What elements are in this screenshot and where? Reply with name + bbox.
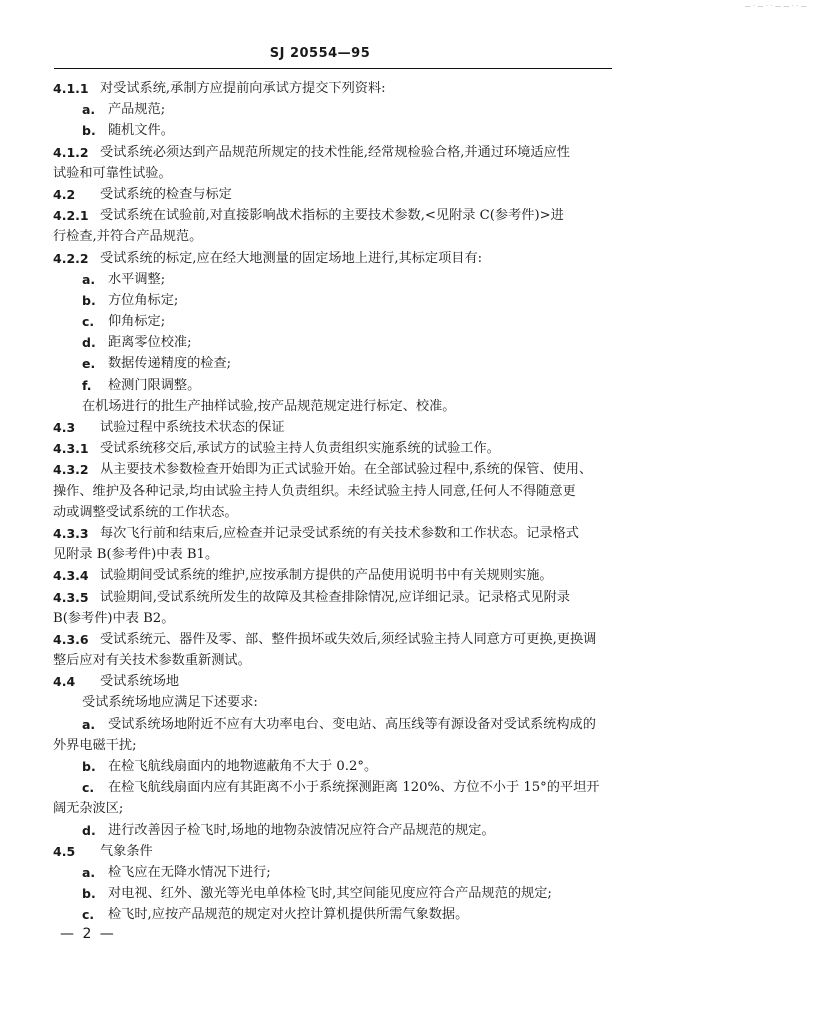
section-number: 4.2 <box>53 186 76 202</box>
line-4-2-2-d <box>0 332 815 353</box>
page-number: — 2 — <box>60 926 116 942</box>
line-4-2-2-b <box>0 290 815 311</box>
list-item-text: 检飞应在无降水情况下进行; <box>108 864 271 880</box>
document-number-header: SJ 20554—95 <box>269 46 371 61</box>
list-item-text: 水平调整; <box>108 271 166 287</box>
continuation-text: 受试系统场地应满足下述要求: <box>82 695 258 711</box>
continuation-text: 外界电磁干扰; <box>53 737 137 753</box>
line-4-3-5-cont <box>0 608 815 629</box>
line-4-2-2-e <box>0 353 815 374</box>
section-text: 气象条件 <box>100 843 153 859</box>
section-text: 受试系统场地 <box>100 674 180 690</box>
list-item-marker: d. <box>82 822 96 838</box>
line-4-3-2-cont1 <box>0 481 815 502</box>
list-item-marker: a. <box>82 864 96 880</box>
list-item-marker: e. <box>82 356 96 372</box>
line-4-2-2-c <box>0 311 815 332</box>
section-text: 从主要技术参数检查开始即为正式试验开始。在全部试验过程中,系统的保管、使用、 <box>100 462 593 478</box>
line-4-2-2-a <box>0 269 815 290</box>
line-4-3-3 <box>0 523 815 544</box>
section-number: 4.3.6 <box>53 631 89 647</box>
list-item-text: 产品规范; <box>108 102 166 118</box>
list-item-text: 方位角标定; <box>108 292 179 308</box>
section-number: 4.3.3 <box>53 525 89 541</box>
continuation-text: 试验和可靠性试验。 <box>53 165 172 181</box>
list-item-text: 受试系统场地附近不应有大功率电台、变电站、高压线等有源设备对受试系统构成的 <box>108 716 596 732</box>
section-text: 对受试系统,承制方应提前向承试方提交下列资料: <box>100 81 386 96</box>
continuation-text: 操作、维护及各种记录,均由试验主持人负责组织。未经试验主持人同意,任何人不得随意更 <box>53 483 576 499</box>
line-4-5 <box>0 841 815 862</box>
section-number: 4.3.4 <box>53 568 89 584</box>
section-number: 4.3.2 <box>53 462 89 478</box>
list-item-marker: c. <box>82 907 95 923</box>
line-4-3-6-cont <box>0 650 815 671</box>
list-item-text: 检测门限调整。 <box>108 377 201 393</box>
line-4-5-a <box>0 862 815 883</box>
list-item-marker: c. <box>82 314 95 330</box>
line-4-3-6 <box>0 629 815 650</box>
section-text: 试验过程中系统技术状态的保证 <box>100 420 285 435</box>
section-number: 4.2.2 <box>53 250 89 266</box>
header-rule <box>54 68 612 69</box>
section-number: 4.3.5 <box>53 589 89 605</box>
line-4-5-b <box>0 883 815 904</box>
list-item-marker: c. <box>82 780 95 796</box>
line-4-1-2-cont <box>0 163 815 184</box>
section-text: 受试系统的检查与标定 <box>100 186 232 202</box>
section-number: 4.5 <box>53 843 76 859</box>
continuation-text: 阔无杂波区; <box>53 801 124 817</box>
line-4-1-1 <box>0 78 815 99</box>
line-4-2-2-f <box>0 375 815 396</box>
list-item-text: 在检飞航线扇面内应有其距离不小于系统探测距离 120%、方位不小于 15°的平坦开 <box>108 780 600 796</box>
list-item-text: 随机文件。 <box>108 123 174 139</box>
list-item-text: 检飞时,应按产品规范的规定对火控计算机提供所需气象数据。 <box>108 907 469 923</box>
section-text: 受试系统元、器件及零、部、整件损坏或失效后,须经试验主持人同意方可更换,更换调 <box>100 631 597 647</box>
section-text: 受试系统的标定,应在经大地测量的固定场地上进行,其标定项目有: <box>100 250 483 266</box>
continuation-text: 动或调整受试系统的工作状态。 <box>53 504 238 520</box>
section-number: 4.3.1 <box>53 441 89 457</box>
document-body <box>0 78 815 926</box>
list-item-marker: b. <box>82 292 96 308</box>
list-item-marker: b. <box>82 123 96 139</box>
section-text: 试验期间受试系统的维护,应按承制方提供的产品使用说明书中有关规则实施。 <box>100 568 553 584</box>
continuation-text: B(参考件)中表 B2。 <box>53 610 175 626</box>
line-4-3-2 <box>0 459 815 480</box>
line-4-3-5 <box>0 587 815 608</box>
list-item-marker: a. <box>82 716 96 732</box>
line-4-4-b <box>0 756 815 777</box>
section-text: 受试系统必须达到产品规范所规定的技术性能,经常规检验合格,并通过环境适应性 <box>100 144 570 160</box>
list-item-marker: b. <box>82 759 96 774</box>
section-number: 4.3 <box>53 420 76 435</box>
section-text: 试验期间,受试系统所发生的故障及其检查排除情况,应详细记录。记录格式见附录 <box>100 589 570 605</box>
line-4-3-3-cont <box>0 544 815 565</box>
list-item-marker: a. <box>82 102 96 118</box>
line-4-2-2-note <box>0 396 815 417</box>
list-item-text: 仰角标定; <box>108 314 166 330</box>
section-number: 4.2.1 <box>53 208 89 224</box>
continuation-text: 行检查,并符合产品规范。 <box>53 229 203 245</box>
line-4-4-a-cont <box>0 735 815 756</box>
continuation-text: 在机场进行的批生产抽样试验,按产品规范规定进行标定、校准。 <box>82 398 456 414</box>
list-item-text: 在检飞航线扇面内的地物遮蔽角不大于 0.2°。 <box>108 759 378 774</box>
line-4-4-c-cont <box>0 798 815 819</box>
line-4-4 <box>0 671 815 692</box>
section-number: 4.1.1 <box>53 81 89 96</box>
line-4-4-a <box>0 714 815 735</box>
line-4-2-2 <box>0 248 815 269</box>
scanner-corner-note: — · — · · — — · · — <box>744 3 807 10</box>
continuation-text: 整后应对有关技术参数重新测试。 <box>53 653 251 669</box>
line-4-4-intro <box>0 692 815 713</box>
list-item-marker: d. <box>82 335 96 351</box>
line-4-3-2-cont2 <box>0 502 815 523</box>
list-item-marker: b. <box>82 886 96 902</box>
section-text: 受试系统在试验前,对直接影响战术指标的主要技术参数,<见附录 C(参考件)>进 <box>100 208 564 224</box>
line-4-2-1 <box>0 205 815 226</box>
section-number: 4.4 <box>53 674 76 690</box>
list-item-marker: a. <box>82 271 96 287</box>
continuation-text: 见附录 B(参考件)中表 B1。 <box>53 547 219 563</box>
line-4-1-2 <box>0 142 815 163</box>
section-text: 受试系统移交后,承试方的试验主持人负责组织实施系统的试验工作。 <box>100 441 500 457</box>
list-item-text: 对电视、红外、激光等光电单体检飞时,其空间能见度应符合产品规范的规定; <box>108 886 552 902</box>
section-number: 4.1.2 <box>53 144 89 160</box>
list-item-text: 进行改善因子检飞时,场地的地物杂波情况应符合产品规范的规定。 <box>108 822 495 838</box>
list-item-text: 数据传递精度的检查; <box>108 356 232 372</box>
line-4-1-1-a <box>0 99 815 120</box>
line-4-4-d <box>0 820 815 841</box>
line-4-2-1-cont <box>0 226 815 247</box>
line-4-3 <box>0 417 815 438</box>
line-4-3-4 <box>0 565 815 586</box>
list-item-text: 距离零位校准; <box>108 335 192 351</box>
line-4-1-1-b <box>0 120 815 141</box>
section-text: 每次飞行前和结束后,应检查并记录受试系统的有关技术参数和工作状态。记录格式 <box>100 525 579 541</box>
line-4-5-c <box>0 904 815 925</box>
list-item-marker: f. <box>82 377 92 393</box>
line-4-3-1 <box>0 438 815 459</box>
line-4-4-c <box>0 777 815 798</box>
line-4-2 <box>0 184 815 205</box>
